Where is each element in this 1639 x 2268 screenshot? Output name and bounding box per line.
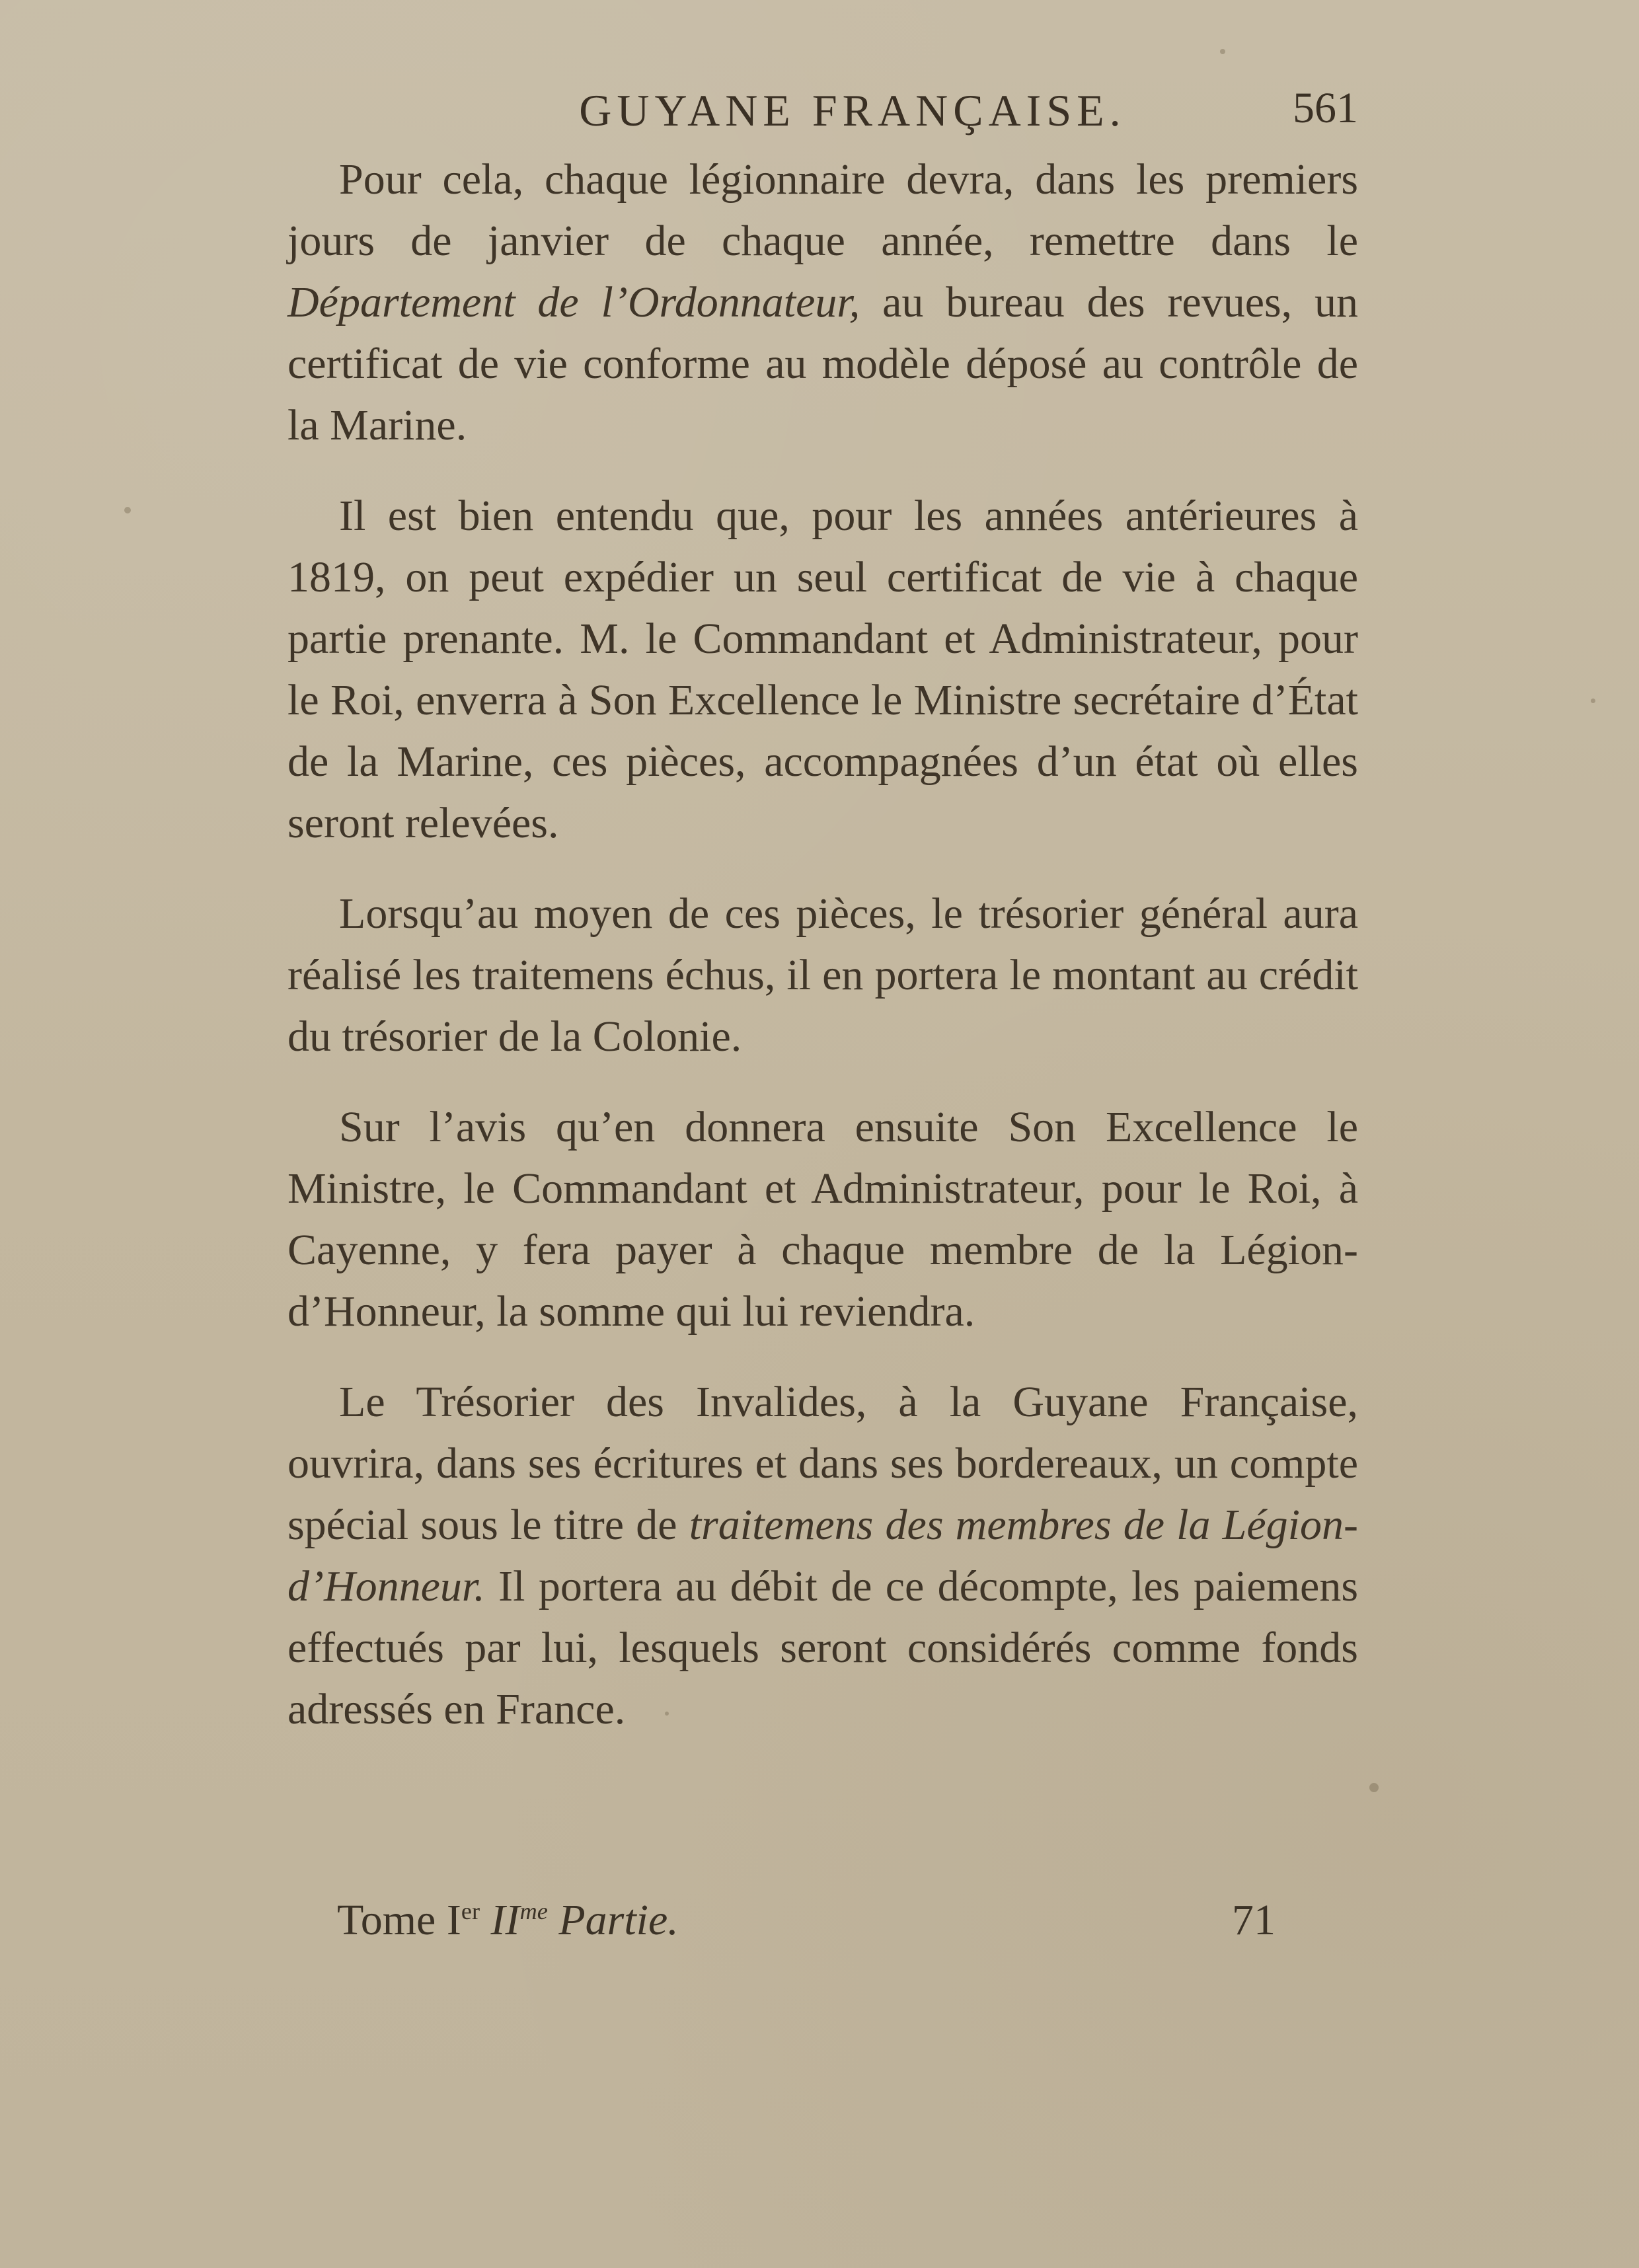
tome-superscript: er — [461, 1898, 480, 1924]
paragraph-5-after: Il portera au débit de ce décompte, les paiemens effectués par lui, lesquels seront considérés comme fonds adressés en France. — [287, 1562, 1358, 1733]
paper-speck — [124, 507, 131, 513]
part-superscript: me — [519, 1898, 548, 1924]
page-header — [287, 85, 1358, 141]
paragraph-5-before: Le Trésorier des Invalides, à la Guyane Française, ouvrira, dans ses écritures et dans ses bordereaux, un compte spécial sous le titre de — [287, 1378, 1358, 1549]
page-footer — [337, 1895, 1276, 1955]
paragraph-2: Il est bien entendu que, pour les années antérieures à 1819, on peut expédier un seul certificat de vie à chaque partie prenante. M. le Commandant et Administrateur, pour le Roi, enverra à Son Excellence le Ministre secrétaire d’État de la Marine, ces pièces, accompagnées d’un état où elles seront relevées. — [287, 492, 1358, 847]
signature-line — [337, 1895, 679, 1946]
paragraph-1 — [287, 149, 1358, 456]
paragraph-1-emphasis: Département de l’Ordonnateur, — [287, 278, 860, 326]
paragraph-1-before: Pour cela, chaque légionnaire devra, dans les premiers jours de janvier de chaque année, remettre dans le — [287, 155, 1358, 265]
paper-speck — [1220, 49, 1225, 54]
paragraph-3: Lorsqu’au moyen de ces pièces, le trésorier général aura réalisé les traitemens échus, il en portera le montant au crédit du trésorier de la Colonie. — [287, 889, 1358, 1061]
part-roman: II — [490, 1896, 520, 1944]
page-number: 561 — [1293, 84, 1358, 132]
part-label: Partie. — [547, 1896, 679, 1944]
paper-speck — [665, 1712, 669, 1716]
paragraph-5-emphasis: traitemens des membres de la Légion-d’Honneur. — [287, 1501, 1358, 1610]
running-title: GUYANE FRANÇAISE. — [579, 85, 1126, 135]
body-text — [287, 149, 1358, 1740]
tome-prefix: Tome I — [337, 1896, 461, 1944]
signature-number: 71 — [1232, 1896, 1276, 1944]
paragraph-5 — [287, 1371, 1358, 1740]
paper-speck — [1369, 1783, 1379, 1792]
paper-speck — [1591, 699, 1595, 703]
paragraph-4: Sur l’avis qu’en donnera ensuite Son Excellence le Ministre, le Commandant et Administrateur, pour le Roi, à Cayenne, y fera payer à chaque membre de la Légion-d’Honneur, la somme qui lui reviendra. — [287, 1103, 1358, 1336]
paragraph-1-after: au bureau des revues, un certificat de vie conforme au modèle déposé au contrôle de la Marine. — [287, 278, 1359, 449]
